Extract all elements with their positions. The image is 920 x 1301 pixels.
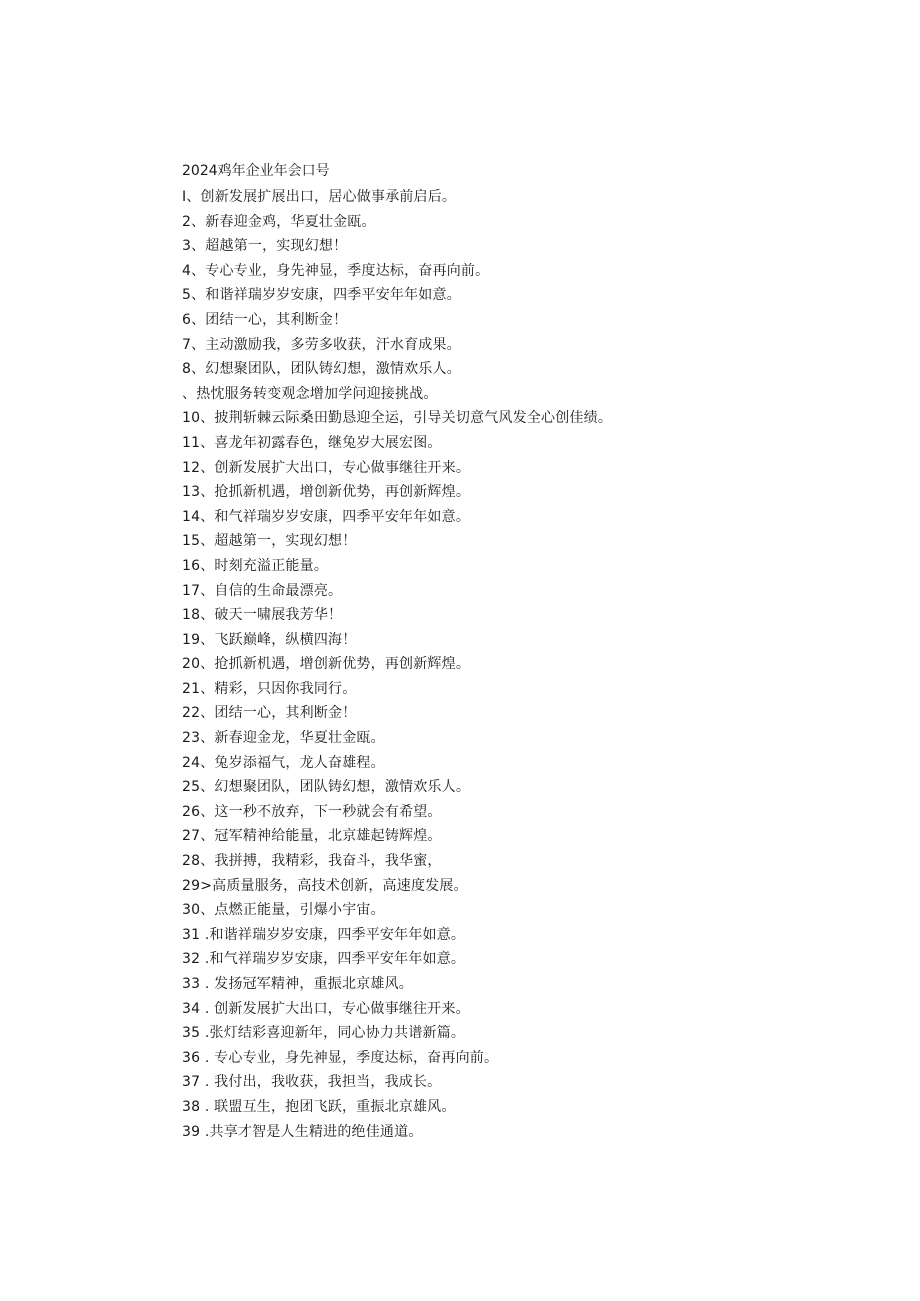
slogan-line: 22、团结一心，其利断金！ [182, 705, 357, 722]
slogan-line: 28、我拼搏，我精彩，我奋斗，我华蜜， [182, 853, 442, 870]
slogan-line: 32 .和气祥瑞岁岁安康，四季平安年年如意。 [182, 951, 466, 968]
slogan-line: 30、点燃正能量，引爆小宇宙。 [182, 902, 385, 919]
slogan-line: 3、超越第一，实现幻想！ [182, 238, 348, 255]
slogan-line: 11、喜龙年初露春色，继兔岁大展宏图。 [182, 434, 442, 451]
slogan-line: 8、幻想聚团队，团队铸幻想，激情欢乐人。 [182, 361, 461, 378]
slogan-line: 26、这一秒不放弃，下一秒就会有希望。 [182, 803, 442, 820]
slogan-line: 25、幻想聚团队，团队铸幻想，激情欢乐人。 [182, 779, 471, 796]
slogan-line: 38 . 联盟互生，抱团飞跃，重振北京雄风。 [182, 1098, 456, 1115]
slogan-line: 6、团结一心，其利断金！ [182, 311, 348, 328]
slogan-line: 13、抢抓新机遇，增创新优势，再创新辉煌。 [182, 484, 471, 501]
slogan-line: 27、冠军精神给能量，北京雄起铸辉煌。 [182, 828, 442, 845]
slogan-line: 16、时刻充溢正能量。 [182, 557, 329, 574]
slogan-line: 15、超越第一，实现幻想！ [182, 533, 357, 550]
slogan-line: 31 .和谐祥瑞岁岁安康，四季平安年年如意。 [182, 926, 466, 943]
slogan-line: 39 .共享才智是人生精进的绝佳通道。 [182, 1123, 423, 1140]
slogan-list [182, 185, 612, 1144]
document-title: 2024鸡年企业年会口号 [182, 163, 330, 179]
slogan-line: 19、飞跃巅峰，纵横四海！ [182, 631, 357, 648]
slogan-line: 23、新春迎金龙，华夏壮金瓯。 [182, 730, 385, 747]
slogan-line: I、创新发展扩展出口，居心做事承前启后。 [182, 189, 457, 205]
slogan-line: 33 . 发扬冠军精神，重振北京雄风。 [182, 976, 413, 992]
slogan-line: 34 . 创新发展扩大出口，专心做事继往开来。 [182, 1000, 470, 1017]
slogan-line: 7、主动激励我，多劳多收获，汗水育成果。 [182, 336, 461, 353]
slogan-line: 17、自信的生命最漂亮。 [182, 582, 343, 599]
slogan-line: 10、披荆斩棘云际桑田勤恳迎全运，引导关切意气风发全心创佳绩。 [182, 410, 613, 427]
slogan-line: 12、创新发展扩大出口，专心做事继往开来。 [182, 459, 471, 476]
slogan-line: 20、抢抓新机遇，增创新优势，再创新辉煌。 [182, 656, 471, 673]
slogan-line: 21、精彩，只因你我同行。 [182, 680, 357, 697]
slogan-line: 24、兔岁添福气，龙人奋雄程。 [182, 754, 385, 771]
slogan-line: 2、新春迎金鸡，华夏壮金瓯。 [182, 213, 376, 230]
slogan-line: 、热忱服务转变观念增加学问迎接挑战。 [182, 385, 438, 402]
slogan-line: 35 .张灯结彩喜迎新年，同心协力共谱新篇。 [182, 1025, 466, 1042]
slogan-line: 14、和气祥瑞岁岁安康，四季平安年年如意。 [182, 508, 471, 525]
slogan-line: 4、专心专业，身先神显，季度达标，奋再向前。 [182, 262, 490, 279]
slogan-line: 37 . 我付出，我收获，我担当，我成长。 [182, 1074, 442, 1091]
slogan-line: 36 . 专心专业，身先神显，季度达标，奋再向前。 [182, 1049, 499, 1066]
slogan-line: 18、破天一啸展我芳华！ [182, 607, 343, 624]
slogan-line: 5、和谐祥瑞岁岁安康，四季平安年年如意。 [182, 287, 461, 304]
slogan-line: 29>高质量服务，高技术创新，高速度发展。 [182, 877, 468, 894]
